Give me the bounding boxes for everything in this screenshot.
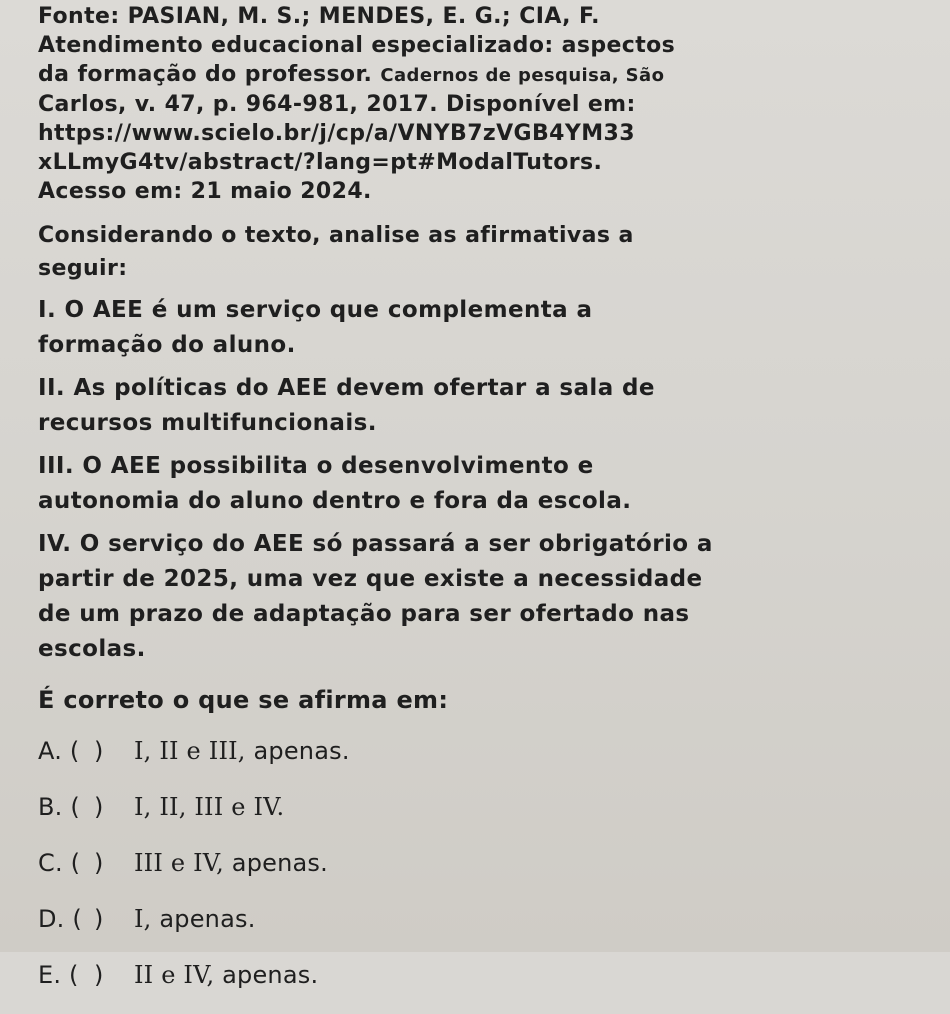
option-e-roman: II e IV, xyxy=(134,961,215,989)
option-c-roman: III e IV, xyxy=(134,849,224,877)
option-c-close: ) xyxy=(94,849,104,877)
option-d[interactable] xyxy=(38,902,910,958)
statement-2-line-2: recursos multifuncionais. xyxy=(38,410,377,436)
source-line-6: xLLmyG4tv/abstract/?lang=pt#ModalTutors. xyxy=(38,150,603,175)
option-a[interactable] xyxy=(38,734,910,790)
option-d-roman: I, xyxy=(134,905,152,933)
statement-3-line-2: autonomia do aluno dentro e fora da escola. xyxy=(38,488,632,514)
answer-options xyxy=(38,734,910,1014)
option-d-close: ) xyxy=(94,905,104,933)
option-a-text xyxy=(134,734,350,768)
option-b[interactable] xyxy=(38,790,910,846)
option-c[interactable] xyxy=(38,846,910,902)
source-line-2: Atendimento educacional especializado: aspectos xyxy=(38,33,676,58)
option-a-roman: I, II e III, xyxy=(134,737,246,765)
source-citation xyxy=(38,0,910,206)
option-b-text xyxy=(134,790,284,824)
statement-4-line-4: escolas. xyxy=(38,636,146,662)
statement-4-line-2: partir de 2025, uma vez que existe a necessidade xyxy=(38,566,703,592)
statement-2 xyxy=(38,371,910,441)
source-line-4: Carlos, v. 47, p. 964-981, 2017. Disponível em: xyxy=(38,92,636,117)
option-c-text xyxy=(134,846,328,880)
option-e-close: ) xyxy=(94,961,104,989)
option-e-letter: E. ( xyxy=(38,961,79,989)
statement-1-line-2: formação do aluno. xyxy=(38,332,296,358)
option-b-close: ) xyxy=(94,793,104,821)
intro-line-1: Considerando o texto, analise as afirmativas a xyxy=(38,223,634,248)
source-line-3-main: da formação do professor. xyxy=(38,62,373,87)
option-d-letter: D. ( xyxy=(38,905,82,933)
option-a-letter: A. ( xyxy=(38,737,80,765)
option-a-close: ) xyxy=(94,737,104,765)
statement-1-line-1: I. O AEE é um serviço que complementa a xyxy=(38,297,593,323)
source-line-7: Acesso em: 21 maio 2024. xyxy=(38,179,372,204)
option-a-tail: apenas. xyxy=(253,737,350,765)
option-c-tail: apenas. xyxy=(231,849,328,877)
option-e-tail: apenas. xyxy=(222,961,319,989)
option-b-letter: B. ( xyxy=(38,793,80,821)
statement-4-line-1: IV. O serviço do AEE só passará a ser obrigatório a xyxy=(38,531,713,557)
option-d-text xyxy=(134,902,256,936)
option-b-roman: I, II, III e IV. xyxy=(134,793,285,821)
source-line-5: https://www.scielo.br/j/cp/a/VNYB7zVGB4YM33 xyxy=(38,121,635,146)
statement-2-line-1: II. As políticas do AEE devem ofertar a sala de xyxy=(38,375,655,401)
option-e[interactable] xyxy=(38,958,910,1014)
statement-4 xyxy=(38,527,910,667)
statement-4-line-3: de um prazo de adaptação para ser ofertado nas xyxy=(38,601,690,627)
source-line-3-small: Cadernos de pesquisa, São xyxy=(380,65,665,86)
source-line-1: Fonte: PASIAN, M. S.; MENDES, E. G.; CIA, F. xyxy=(38,4,600,29)
source-line-3 xyxy=(38,60,910,90)
option-e-text xyxy=(134,958,318,992)
question-prompt: É correto o que se afirma em: xyxy=(38,686,449,714)
statement-1 xyxy=(38,293,910,363)
option-d-tail: apenas. xyxy=(159,905,256,933)
statement-3 xyxy=(38,449,910,519)
intro-line-2: seguir: xyxy=(38,256,128,281)
intro-text xyxy=(38,219,910,285)
option-c-letter: C. ( xyxy=(38,849,81,877)
statement-3-line-1: III. O AEE possibilita o desenvolvimento e xyxy=(38,453,594,479)
